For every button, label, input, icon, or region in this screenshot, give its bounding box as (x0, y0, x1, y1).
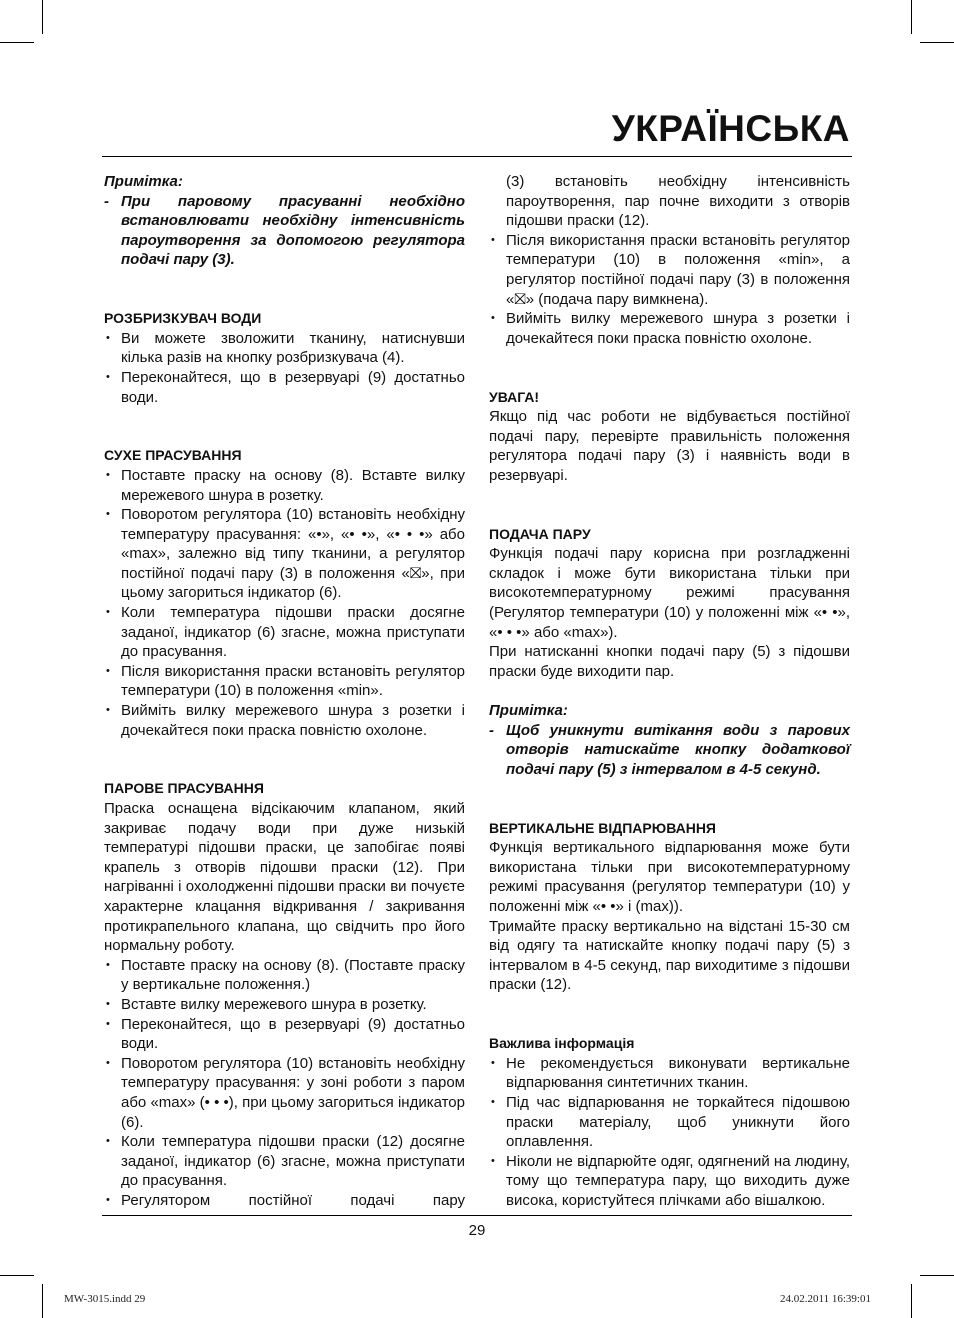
section-heading-sprayer: РОЗБРИЗКУВАЧ ВОДИ (104, 310, 262, 327)
section-heading-dry-ironing: СУХЕ ПРАСУВАННЯ (104, 447, 242, 464)
paragraph: Тримайте праску вертикально на відстані 15-30 см від одягу та натискайте кнопку подачі пару (5) з інтервалом в 4-5 секунд, пар виходитиме з підошви праски (12). (489, 917, 850, 994)
paragraph: Праска оснащена відсікаючим клапаном, який закриває подачу води при дуже низькій температурі підошви праски, це запобігає появі крапель з отворів підошви праски (12). При нагріванні і охолодженні підошви праски ви почуєте характерне клацання відкривання / закривання протикрапельного клапана, що свідчить про його нормальну роботу. (104, 800, 465, 955)
section-heading-important-info: Важлива інформація (489, 1035, 635, 1052)
paragraph: Якщо під час роботи не відбувається постійної подачі пару, перевірте правильність положення регулятора подачі пару (3) і наявність води в резервуарі. (489, 408, 850, 484)
note-text: - Щоб уникнути витікання води з парових отворів натискайте кнопку додаткової подачі пару (5) з інтервалом в 4-5 секунд. (489, 721, 850, 780)
list-item: • Не рекомендується виконувати вертикальне відпарювання синтетичних тканин. (489, 1054, 850, 1093)
crop-mark (911, 0, 912, 34)
paragraph: (3) встановіть необхідну інтенсивність пароутворення, пар почне виходити з отворів підошви праски (12). (506, 173, 850, 230)
list-item: • Під час відпарювання не торкайтеся підошвою праски матеріалу, щоб уникнути його оплавлення. (489, 1093, 850, 1152)
crop-mark (911, 1284, 912, 1318)
crop-mark (42, 0, 43, 34)
section-heading-steam-supply: ПОДАЧА ПАРУ (489, 525, 591, 542)
list-item: • Коли температура підошви праски досягне заданої, індикатор (6) згасне, можна приступати до прасування. (104, 603, 465, 662)
list-item: • Вийміть вилку мережевого шнура з розетки і дочекайтеся поки праска повністю охолоне. (104, 701, 465, 740)
note-text: - При паровому прасуванні необхідно встановлювати необхідну інтенсивність пароутворення за допомогою регулятора подачі пару (3). (104, 192, 465, 270)
crop-mark (920, 1275, 954, 1276)
right-column (489, 172, 850, 1210)
page-number: 29 (468, 1222, 486, 1239)
crop-mark (920, 42, 954, 43)
list-item: • Вставте вилку мережевого шнура в розетку. (104, 995, 465, 1015)
list-item: • Ніколи не відпарюйте одяг, одягнений на людину, тому що температура пару, що виходить дуже висока, користуйтеся плічками або вішалкою. (489, 1152, 850, 1211)
footer-rule (102, 1215, 852, 1216)
header-rule (102, 156, 852, 157)
list-item: • Поставте праску на основу (8). (Поставте праску у вертикальне положення.) (104, 956, 465, 995)
section-heading-steam-ironing: ПАРОВЕ ПРАСУВАННЯ (104, 780, 264, 797)
list-item: • Переконайтеся, що в резервуарі (9) достатньо води. (104, 1015, 465, 1054)
note-title: Примітка: (489, 702, 568, 720)
crop-mark (0, 42, 34, 43)
page-title: УКРАЇНСЬКА (611, 108, 850, 149)
paragraph: При натисканні кнопки подачі пару (5) з підошви праски буде виходити пар. (489, 643, 850, 680)
section-heading-warning: УВАГА! (489, 388, 540, 405)
list-item: • Поворотом регулятора (10) встановіть необхідну температуру прасування: «•», «• •», «• • •» або «max», залежно від типу тканини, а регулятор постійної подачі пару (3) в положення «⛝», при цьому загориться індикатор (6). (104, 505, 465, 603)
list-item: • Ви можете зволожити тканину, натиснувши кілька разів на кнопку розбризкувача (4). (104, 329, 465, 368)
footer-date: 24.02.2011 16:39:01 (780, 1293, 871, 1305)
section-heading-vertical-steaming: ВЕРТИКАЛЬНЕ ВІДПАРЮВАННЯ (489, 819, 716, 836)
list-item: • Регулятором постійної подачі пару (104, 1191, 465, 1211)
list-item: • Переконайтеся, що в резервуарі (9) достатньо води. (104, 368, 465, 407)
paragraph: Функція вертикального відпарювання може бути використана тільки при високотемпературному режимі прасування (регулятор температури (10) у положенні між «• •» і (max)). (489, 839, 850, 915)
list-item: • Поставте праску на основу (8). Вставте вилку мережевого шнура в розетку. (104, 466, 465, 505)
paragraph: Функція подачі пару корисна при розгладженні складок і може бути використана тільки при високотемпературному режимі прасування (Регулятор температури (10) у положенні між «• •», «• • •» або «max»). (489, 545, 850, 641)
footer-file-info: MW-3015.indd 29 (64, 1293, 146, 1305)
crop-mark (42, 1284, 43, 1318)
list-item: • Поворотом регулятора (10) встановіть необхідну температуру прасування: у зоні роботи з паром або «max» (• • •), при цьому загориться індикатор (6). (104, 1054, 465, 1132)
crop-mark (0, 1275, 34, 1276)
list-item: • Після використання праски встановіть регулятор температури (10) в положення «min», а регулятор постійної подачі пару (3) в положення «⛝» (подача пару вимкнена). (489, 231, 850, 309)
list-item: • Після використання праски встановіть регулятор температури (10) в положення «min». (104, 662, 465, 701)
left-column (104, 172, 465, 1210)
list-item: • Коли температура підошви праски (12) досягне заданої, індикатор (6) згасне, можна приступати до прасування. (104, 1132, 465, 1191)
list-item: • Вийміть вилку мережевого шнура з розетки і дочекайтеся поки праска повністю охолоне. (489, 309, 850, 348)
note-title: Примітка: (104, 173, 183, 190)
